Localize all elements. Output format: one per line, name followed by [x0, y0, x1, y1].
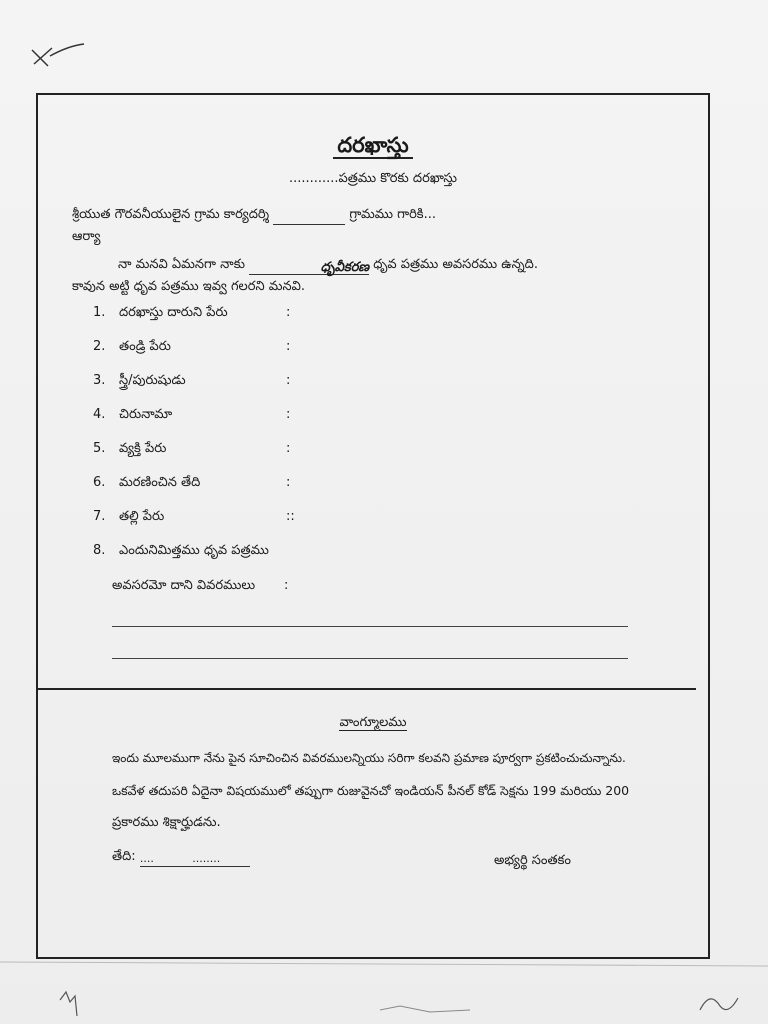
field-row-1 — [93, 305, 228, 323]
declaration-heading: వాంగ్మూలము — [339, 715, 407, 730]
field-number: 1. — [93, 305, 106, 320]
field-label: ఎందునిమిత్తము ధృవ పత్రము — [119, 543, 269, 558]
declaration-line-1: ఇందు మూలముగా నేను పైన సూచించిన వివరములన్నియు సరిగా కలవని ప్రమాణ పూర్వగా ప్రకటించుచున్నాను. — [112, 751, 626, 765]
village-blank — [273, 210, 345, 225]
answer-rule-1 — [112, 626, 628, 627]
field-separator: : — [286, 339, 291, 354]
salutation-line — [72, 207, 436, 225]
field-number: 7. — [93, 509, 106, 524]
field-label: వ్యక్తి పేరు — [119, 441, 167, 456]
field-row-3 — [93, 373, 186, 391]
field-separator: : — [286, 305, 291, 320]
greeting: ఆర్యా — [72, 229, 101, 244]
field-label: తండ్రి పేరు — [119, 339, 171, 354]
field-number: 3. — [93, 373, 106, 388]
field-separator: : — [286, 475, 291, 490]
certificate-type-handwritten: ధృవీకరణ — [320, 260, 370, 275]
request-suffix: ధృవ పత్రము అవసరము ఉన్నది. — [373, 257, 538, 272]
field-label: స్త్రీ/పురుషుడు — [119, 373, 186, 388]
field-separator: :: — [286, 509, 295, 524]
date-label: తేది: — [112, 849, 136, 864]
field-label: తల్లి పేరు — [119, 509, 165, 524]
field-number: 8. — [93, 543, 106, 558]
field-separator: : — [286, 441, 291, 456]
field-number: 4. — [93, 407, 106, 422]
certificate-type-blank — [249, 260, 369, 275]
form-title: దరఖాస్తు — [38, 133, 708, 163]
field-row-5 — [93, 441, 166, 459]
request-line — [118, 257, 538, 275]
field-number: 5. — [93, 441, 106, 456]
salutation-suffix: గ్రామము గారికి... — [349, 207, 436, 222]
field-row-4 — [93, 407, 172, 425]
answer-rule-2 — [112, 658, 628, 659]
section-divider — [36, 688, 696, 690]
field-label: దరఖాస్తు దారుని పేరు — [119, 305, 228, 320]
field-separator: : — [286, 373, 291, 388]
pen-scribble-mark — [28, 40, 88, 72]
field-row-8 — [93, 543, 269, 561]
salutation-prefix: శ్రీయుత గౌరవనీయులైన గ్రామ కార్యదర్శి — [72, 207, 270, 222]
field-number: 6. — [93, 475, 106, 490]
field-separator: : — [286, 407, 291, 422]
field-row-7 — [93, 509, 164, 527]
field-label: మరణించిన తేది — [119, 475, 201, 490]
application-form-frame — [36, 93, 710, 959]
request-close: కావున అట్టి ధృవ పత్రము ఇవ్వ గలరని మనవి. — [72, 279, 305, 294]
field8-detail-label: అవసరమో దాని వివరములు — [112, 578, 256, 593]
date-line — [112, 849, 250, 867]
request-prefix: నా మనవి ఏమనగా నాకు — [118, 257, 246, 272]
form-subtitle: ............పత్రము కొరకు దరఖాస్తు — [288, 171, 458, 186]
field8-detail-separator: : — [284, 578, 289, 593]
scan-bottom-edge — [0, 960, 768, 1024]
date-blank: .... ........ — [140, 852, 250, 867]
field-number: 2. — [93, 339, 106, 354]
field-label: చిరునామా — [119, 407, 173, 422]
field-row-6 — [93, 475, 200, 493]
declaration-line-2: ఒకవేళ తదుపరి ఏదైనా విషయములో తప్పుగా రుజువైనచో ఇండియన్ పీనల్ కోడ్ సెక్షను 199 మరియు 200 — [112, 783, 630, 798]
applicant-signature-label: అభ్యర్థి సంతకం — [494, 853, 572, 868]
declaration-line-3: ప్రకారము శిక్షార్హుడను. — [112, 815, 221, 830]
field-row-2 — [93, 339, 171, 357]
